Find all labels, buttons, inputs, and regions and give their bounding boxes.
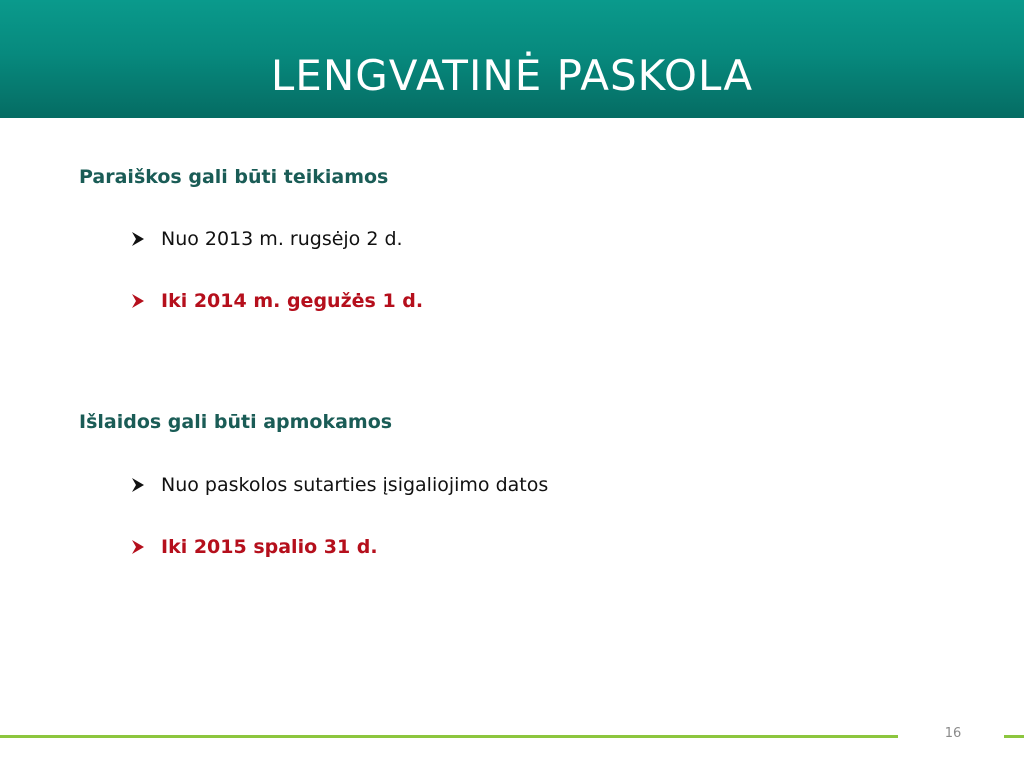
bullet-text: Nuo paskolos sutarties įsigaliojimo datos [161,474,549,496]
list-item [131,474,548,496]
arrow-bullet-icon [131,539,145,555]
bullet-text: Iki 2015 spalio 31 d. [161,536,378,558]
footer-divider-end [1004,735,1024,738]
footer-divider [0,735,898,738]
list-item [131,228,403,250]
bullet-text: Nuo 2013 m. rugsėjo 2 d. [161,228,403,250]
page-number: 16 [944,726,962,741]
arrow-bullet-icon [131,231,145,247]
arrow-bullet-icon [131,477,145,493]
list-item [131,536,378,558]
section-heading-expenses: Išlaidos gali būti apmokamos [79,411,393,433]
list-item [131,290,423,312]
section-heading-applications: Paraiškos gali būti teikiamos [79,166,389,188]
slide-title: LENGVATINĖ PASKOLA [270,51,754,100]
bullet-text: Iki 2014 m. gegužės 1 d. [161,290,424,312]
arrow-bullet-icon [131,293,145,309]
